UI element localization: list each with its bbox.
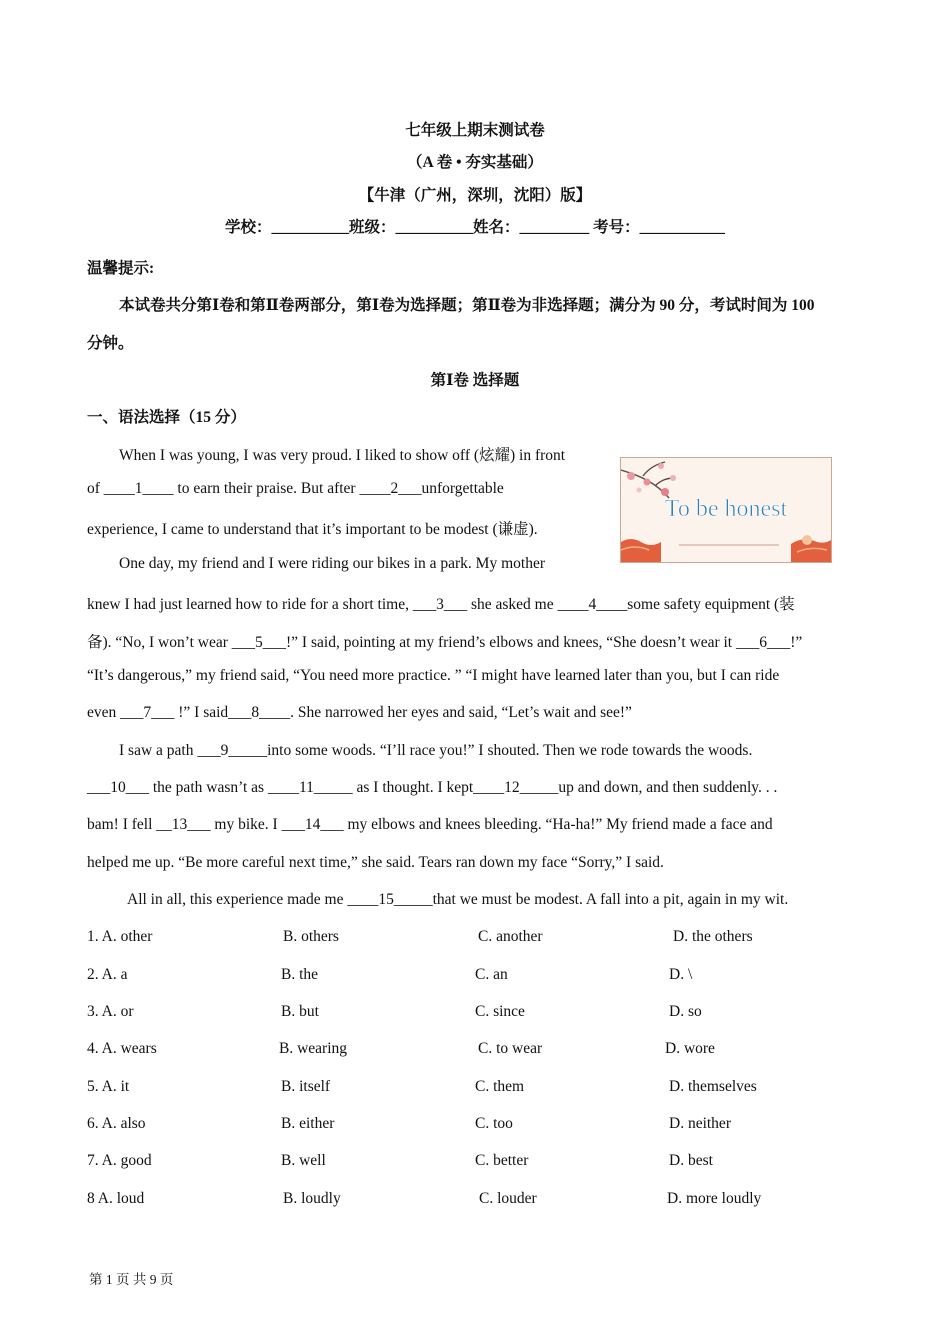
page-title: 七年级上期末测试卷 — [405, 122, 545, 139]
passage-line-4: One day, my friend and I were riding our bikes in a park. My mother — [119, 555, 545, 572]
question-1-option-b: B. others — [283, 928, 339, 945]
part-one-title: 一、语法选择（15 分） — [87, 409, 246, 426]
tips-line-1: 本试卷共分第Ⅰ卷和第Ⅱ卷两部分，第Ⅰ卷为选择题；第Ⅱ卷为非选择题；满分为 90 分，考试时间为 100 — [119, 297, 815, 314]
section-title: 第Ⅰ卷 选择题 — [430, 372, 520, 389]
question-7-option-b: B. well — [281, 1152, 326, 1169]
passage-line-10: ___10___ the path wasn’t as ____11_____ as I thought. I kept____12_____up and down, and then suddenly. . . — [87, 779, 778, 796]
question-2-option-c: C. an — [475, 966, 508, 983]
question-3-option-a: 3. A. or — [87, 1003, 134, 1020]
passage-line-13: All in all, this experience made me ____15_____that we must be modest. A fall into a pit, again in my wit. — [127, 891, 789, 908]
question-6-option-c: C. too — [475, 1115, 513, 1132]
to-be-honest-illustration — [620, 457, 832, 563]
question-5-option-b: B. itself — [281, 1078, 331, 1095]
question-2-option-a: 2. A. a — [87, 966, 128, 983]
question-7-option-c: C. better — [475, 1152, 529, 1169]
question-1-option-c: C. another — [478, 928, 543, 945]
passage-line-9: I saw a path ___9_____into some woods. “I’ll race you!” I shouted. Then we rode towards the woods. — [119, 742, 753, 759]
question-6-option-a: 6. A. also — [87, 1115, 146, 1132]
question-4-option-b: B. wearing — [279, 1040, 348, 1057]
question-7-option-d: D. best — [669, 1152, 713, 1169]
question-3-option-c: C. since — [475, 1003, 525, 1020]
passage-line-3: experience, I came to understand that it’s important to be modest (谦虚). — [87, 521, 538, 538]
passage-line-7: “It’s dangerous,” my friend said, “You need more practice. ” “I might have learned later than you, but I can ride — [87, 667, 780, 684]
illustration-caption: To be honest — [664, 496, 788, 522]
question-4-option-c: C. to wear — [478, 1040, 543, 1057]
question-8-option-d: D. more loudly — [667, 1190, 762, 1207]
edition-label: 【牛津（广州，深圳，沈阳）版】 — [358, 187, 592, 204]
passage-line-2: of ____1____ to earn their praise. But after ____2___unforgettable — [87, 480, 504, 497]
question-8-option-b: B. loudly — [283, 1190, 341, 1207]
page-subtitle: （A 卷 • 夯实基础） — [407, 154, 543, 171]
question-5-option-d: D. themselves — [669, 1078, 757, 1095]
passage-line-11: bam! I fell __13___ my bike. I ___14___ my elbows and knees bleeding. “Ha-ha!” My friend made a face and — [87, 816, 773, 833]
question-2-option-d: D. \ — [669, 966, 693, 983]
question-8-option-a: 8 A. loud — [87, 1190, 145, 1207]
passage-line-8: even ___7___ !” I said___8____. She narrowed her eyes and said, “Let’s wait and see!” — [87, 704, 632, 721]
question-6-option-b: B. either — [281, 1115, 335, 1132]
question-5-option-a: 5. A. it — [87, 1078, 130, 1095]
question-4-option-a: 4. A. wears — [87, 1040, 157, 1057]
question-1-option-d: D. the others — [673, 928, 753, 945]
illustration-art — [621, 458, 831, 562]
question-5-option-c: C. them — [475, 1078, 525, 1095]
passage-line-5: knew I had just learned how to ride for a short time, ___3___ she asked me ____4____some safety equipment (装 — [87, 596, 795, 613]
page-number: 第 1 页 共 9 页 — [89, 1272, 174, 1287]
question-3-option-d: D. so — [669, 1003, 702, 1020]
tips-line-2: 分钟。 — [87, 335, 134, 352]
student-info-line: 学校：__________班级：__________姓名：_________ 考号：___________ — [225, 219, 725, 236]
passage-line-1: When I was young, I was very proud. I liked to show off (炫耀) in front — [119, 447, 566, 464]
question-2-option-b: B. the — [281, 966, 319, 983]
question-1-option-a: 1. A. other — [87, 928, 153, 945]
question-7-option-a: 7. A. good — [87, 1152, 152, 1169]
passage-line-12: helped me up. “Be more careful next time,” she said. Tears ran down my face “Sorry,” I said. — [87, 854, 664, 871]
passage-line-6: 备). “No, I won’t wear ___5___!” I said, pointing at my friend’s elbows and knees, “She doesn’t wear it ___6___!” — [87, 634, 803, 651]
question-6-option-d: D. neither — [669, 1115, 731, 1132]
tips-label: 温馨提示: — [87, 260, 155, 277]
question-8-option-c: C. louder — [479, 1190, 537, 1207]
question-3-option-b: B. but — [281, 1003, 319, 1020]
question-4-option-d: D. wore — [665, 1040, 715, 1057]
